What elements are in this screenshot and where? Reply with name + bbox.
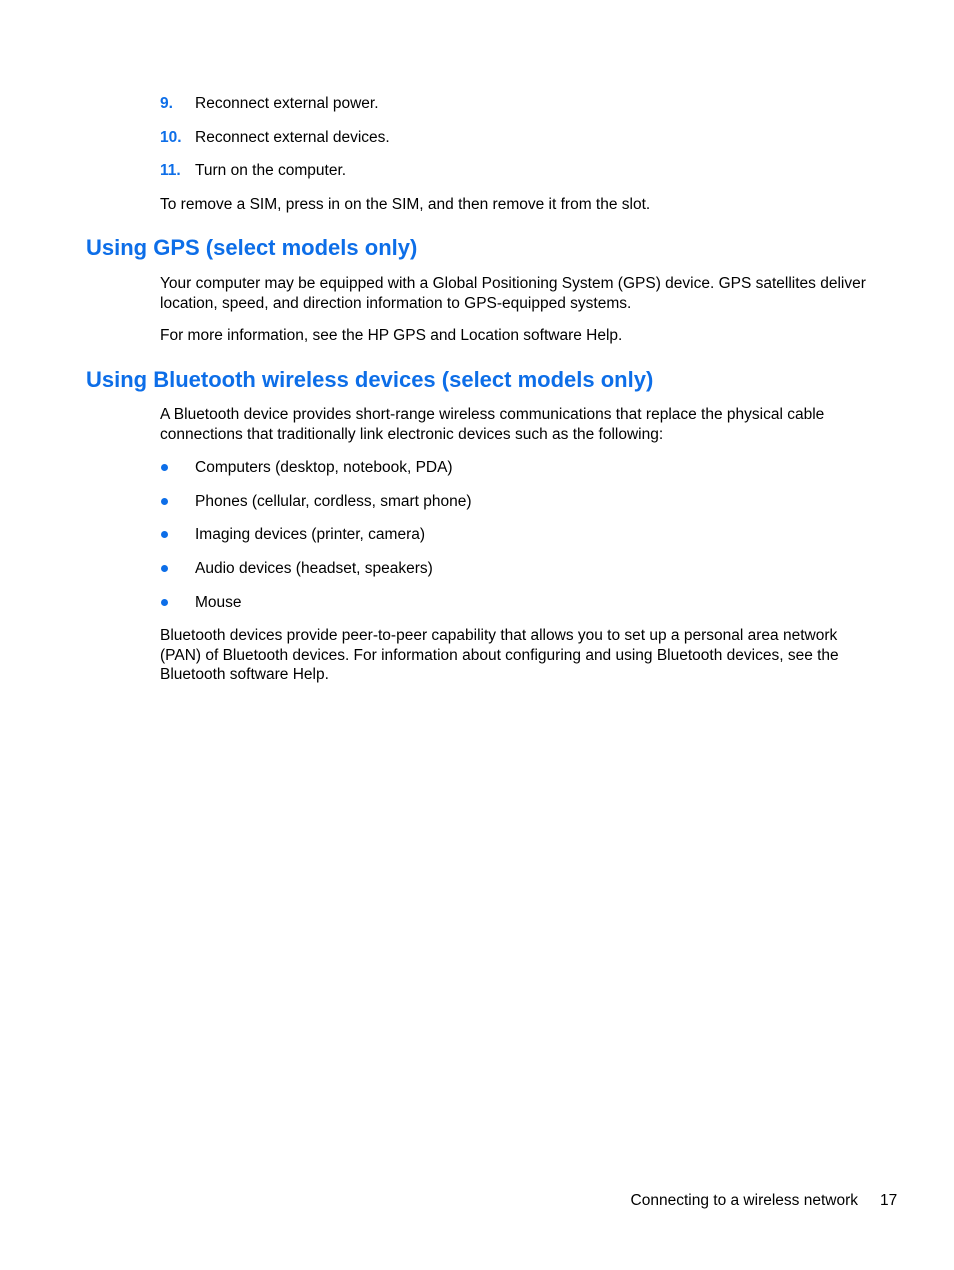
- step-text: Reconnect external power.: [195, 95, 379, 112]
- page-footer: [0, 1191, 954, 1211]
- bluetooth-heading: Using Bluetooth wireless devices (select models only): [86, 367, 654, 392]
- list-item-text: Imaging devices (printer, camera): [195, 526, 426, 544]
- gps-paragraph: Your computer may be equipped with a Global Positioning System (GPS) device. GPS satellites deliver location, speed, and direction information to GPS-equipped systems.: [160, 275, 866, 312]
- step-number: 11.: [160, 162, 181, 179]
- step-number: 9.: [160, 95, 173, 112]
- bullet-icon: [161, 531, 168, 538]
- list-item-text: Phones (cellular, cordless, smart phone): [195, 492, 472, 510]
- footer-section-title: Connecting to a wireless network: [630, 1192, 858, 1209]
- list-item-text: Mouse: [195, 593, 242, 611]
- bullet-icon: [161, 464, 168, 471]
- bullet-icon: [161, 599, 168, 606]
- step-number: 10.: [160, 128, 182, 146]
- bullet-icon: [161, 498, 168, 505]
- list-item-text: Audio devices (headset, speakers): [195, 560, 433, 578]
- bluetooth-intro-paragraph: A Bluetooth device provides short-range wireless communications that replace the physical cable connections that traditionally link electronic devices such as the following:: [160, 406, 825, 443]
- step-text: Reconnect external devices.: [195, 128, 390, 146]
- step-text: Turn on the computer.: [195, 162, 347, 179]
- gps-help-paragraph: For more information, see the HP GPS and Location software Help.: [160, 327, 623, 344]
- list-item-text: Computers (desktop, notebook, PDA): [195, 459, 453, 476]
- sim-removal-note: To remove a SIM, press in on the SIM, and then remove it from the slot.: [160, 196, 651, 213]
- bluetooth-closing-paragraph: Bluetooth devices provide peer-to-peer capability that allows you to set up a personal area network (PAN) of Bluetooth devices. For information about configuring and using Bluetooth devices, see the Bluetooth software Help.: [160, 627, 839, 683]
- page-number: 17: [880, 1192, 898, 1209]
- gps-heading: Using GPS (select models only): [86, 235, 418, 260]
- bullet-icon: [161, 565, 168, 572]
